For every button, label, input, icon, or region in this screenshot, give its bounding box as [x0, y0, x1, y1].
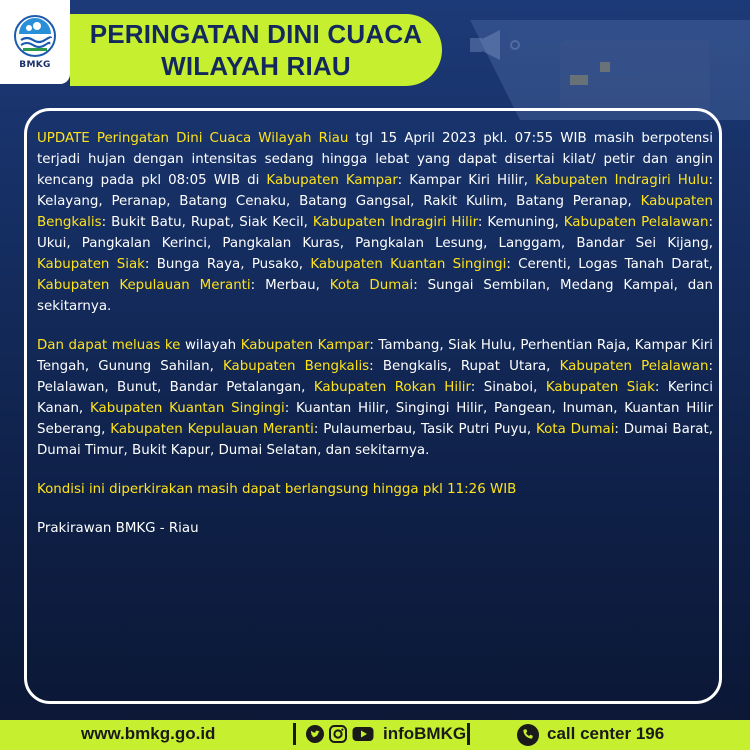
region-highlight: Kabupaten Kampar [266, 173, 398, 188]
body-text: : Cerenti, Logas Tanah Darat, [506, 257, 713, 272]
page-title-line1: PERINGATAN DINI CUACA [89, 19, 423, 49]
body-text: : Bengkalis, Rupat Utara, [369, 359, 560, 374]
footer-bar [0, 720, 750, 750]
social-icons [306, 725, 374, 743]
body-text: : Kerinci Kanan, [37, 380, 714, 416]
body-text: wilayah [180, 338, 241, 353]
body-text: : Kuantan Hilir, Singingi Hilir, Pangean, Inuman, Kuantan Hilir Seberang, [37, 401, 713, 437]
region-highlight: Kabupaten Indragiri Hulu [535, 173, 709, 188]
region-highlight: Kabupaten Kuantan Singingi [89, 401, 285, 416]
region-highlight: Kabupaten Kepulauan Meranti [110, 422, 314, 437]
body-text: : Dumai Barat, Dumai Timur, Bukit Kapur, Dumai Selatan, dan sekitarnya. [37, 422, 714, 458]
body-text: : Bunga Raya, Pusako, [144, 257, 311, 272]
logo-text: BMKG [19, 60, 51, 70]
instagram-icon[interactable] [329, 725, 347, 743]
call-center[interactable]: call center 196 [547, 724, 665, 743]
body-text: : Sinaboi, [470, 380, 546, 395]
region-highlight: Dan dapat meluas ke [37, 338, 181, 353]
website-link[interactable]: www.bmkg.go.id [81, 724, 216, 743]
warning-paragraph-main [37, 128, 713, 317]
social-handle[interactable]: infoBMKG [383, 724, 467, 743]
warning-paragraph-expansion [37, 335, 713, 461]
region-highlight: Kabupaten Kepulauan Meranti [37, 278, 251, 293]
phone-icon [517, 724, 539, 746]
region-highlight: Kabupaten Siak [545, 380, 655, 395]
duration-note: Kondisi ini diperkirakan masih dapat berlangsung hingga pkl 11:26 WIB [37, 482, 517, 497]
title-banner [70, 14, 442, 86]
page-title-line2: WILAYAH RIAU [161, 51, 351, 81]
body-text: : Kelayang, Peranap, Batang Cenaku, Batang Gangsal, Rakit Kulim, Batang Peranap, [37, 173, 713, 209]
region-highlight: Kabupaten Bengkalis [223, 359, 370, 374]
body-text: : Sungai Sembilan, Medang Kampai, dan sekitarnya. [37, 278, 713, 314]
region-highlight: Kabupaten Pelalawan [563, 215, 709, 230]
body-text: : Pelalawan, Bunut, Bandar Petalangan, [37, 359, 714, 395]
body-text: : Bukit Batu, Rupat, Siak Kecil, [101, 215, 313, 230]
region-highlight: Kabupaten Indragiri Hilir [312, 215, 478, 230]
region-highlight: Kabupaten Kuantan Singingi [310, 257, 507, 272]
body-text: : Pulaumerbau, Tasik Putri Puyu, [313, 422, 537, 437]
forecaster-signature: Prakirawan BMKG - Riau [37, 521, 199, 536]
body-text: : Ukui, Pangkalan Kerinci, Pangkalan Kuras, Pangkalan Lesung, Langgam, Bandar Sei Kijang, [37, 215, 713, 251]
body-text: : Tambang, Siak Hulu, Perhentian Raja, Kampar Kiri Tengah, Gunung Sahilan, [37, 338, 714, 374]
body-text: : Kemuning, [477, 215, 564, 230]
region-highlight: Kabupaten Bengkalis [37, 194, 713, 230]
region-highlight: Kabupaten Rokan Hilir [313, 380, 471, 395]
body-text: tgl 15 April 2023 pkl. 07:55 WIB masih berpotensi terjadi hujan dengan intensitas sedang hingga lebat yang dapat disertai kilat/ petir dan angin kencang pada pkl 08:05 WIB di [37, 131, 713, 188]
region-highlight: Kabupaten Kampar [240, 338, 370, 353]
region-highlight: UPDATE Peringatan Dini Cuaca Wilayah Riau [37, 131, 349, 146]
bmkg-emblem-icon [13, 14, 57, 58]
region-highlight: Kota Dumai [329, 278, 414, 293]
warning-text [37, 128, 713, 557]
divider [467, 723, 470, 745]
body-text: : Merbau, [250, 278, 330, 293]
region-highlight: Kabupaten Siak [37, 257, 145, 272]
region-highlight: Kota Dumai [536, 422, 615, 437]
body-text: : Kampar Kiri Hilir, [397, 173, 536, 188]
region-highlight: Kabupaten Pelalawan [559, 359, 709, 374]
twitter-icon[interactable] [306, 725, 324, 743]
bmkg-logo [0, 0, 70, 84]
youtube-icon[interactable] [352, 726, 374, 742]
divider [293, 723, 296, 745]
